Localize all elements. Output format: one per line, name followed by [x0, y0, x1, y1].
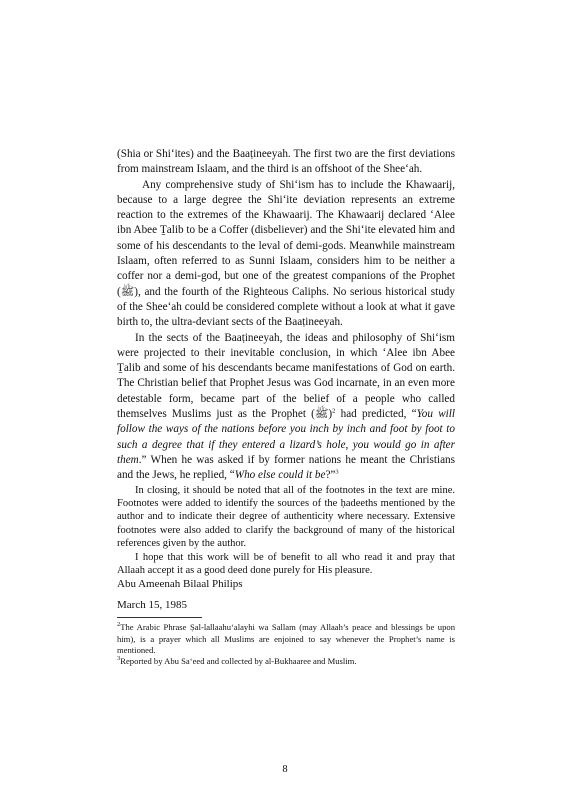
paragraph-3-end: ?”: [325, 469, 336, 482]
footnote-2-number: 2: [117, 621, 121, 629]
paragraph-5: I hope that this work will be of benefit to all who read it and pray that Allaah accept it as a good deed done purely for His pleasure.: [117, 551, 455, 576]
footnote-3-text: Reported by Abu Sa‘eed and collected by al-Bukhaaree and Muslim.: [120, 656, 357, 667]
reply-quote: Who else could it be: [234, 469, 326, 482]
author-signature: Abu Ameenah Bilaal Philips: [117, 578, 243, 591]
paragraph-3: [117, 331, 455, 484]
paragraph-2: Any comprehensive study of Shi‘ism has to include the Khawaarij, because to a large degree the Shi‘ite deviation represents an extreme reaction to the extremes of the Khawaarij. The Khawaarij declared ‘Alee ibn Abee Ṯalib to be a Coffer (disbeliever) and the Shi‘ite elevated him and some of his descendants to the leval of demi-gods. Meanwhile mainstream Islaam, often referred to as Sunni Islaam, considers him to be neither a coffer nor a demi-god, but one of the greatest companions of the Prophet (ﷺ), and the fourth of the Righteous Caliphs. No serious historical study of the Shee‘ah could be considered complete without a look at what it gave birth to, the ultra-deviant sects of the Baaṭineeyah.: [117, 178, 455, 329]
footnote-3: [117, 656, 455, 667]
footnote-ref-2: 2: [332, 407, 336, 415]
hadith-quote: You will follow the ways of the nations before you inch by inch and foot by foot to such a degree that if they entered a lizard’s hole, you would go in after them: [117, 408, 455, 466]
footnote-separator: [117, 617, 202, 618]
paragraph-1: (Shia or Shi‘ites) and the Baaṭineeyah. The first two are the first deviations from mainstream Islaam, and the third is an offshoot of the Shee‘ah.: [117, 148, 455, 176]
signature-date: March 15, 1985: [117, 599, 187, 612]
paragraph-3-mid2: .” When he was asked if by former nations he meant the Christians and the Jews, he replied, “: [117, 453, 455, 482]
paragraph-3-mid1: had predicted, “: [335, 408, 417, 421]
page-number: 8: [282, 764, 288, 775]
footnote-2-text: The Arabic Phrase Ṣal-lallaahu‘alayhi wa Sallam (may Allaah’s peace and blessings be upon him), is a prayer which all Muslims are enjoined to say whenever the Prophet’s name is mentioned.: [117, 622, 455, 655]
footnote-ref-3: 3: [335, 468, 339, 476]
footnote-2: [117, 622, 455, 656]
paragraph-4: In closing, it should be noted that all of the footnotes in the text are mine. Footnotes were added to identify the sources of the ḥadeeths mentioned by the author and to indicate their degree of authenticity where necessary. Extensive footnotes were also added to clarify the background of many of the historical references given by the author.: [117, 484, 455, 550]
paragraph-3-intro: In the sects of the Baaṭineeyah, the ideas and philosophy of Shi‘ism were projected to their inevitable conclusion, in which ‘Alee ibn Abee Ṯalib and some of his descendants became manifestations of God on earth. The Christian belief that Prophet Jesus was God incarnate, in an even more detestable form, became part of the belief of a people who called themselves Muslims just as the Prophet (ﷺ): [117, 331, 455, 421]
page-content: [117, 147, 455, 668]
footnote-3-number: 3: [117, 655, 121, 663]
